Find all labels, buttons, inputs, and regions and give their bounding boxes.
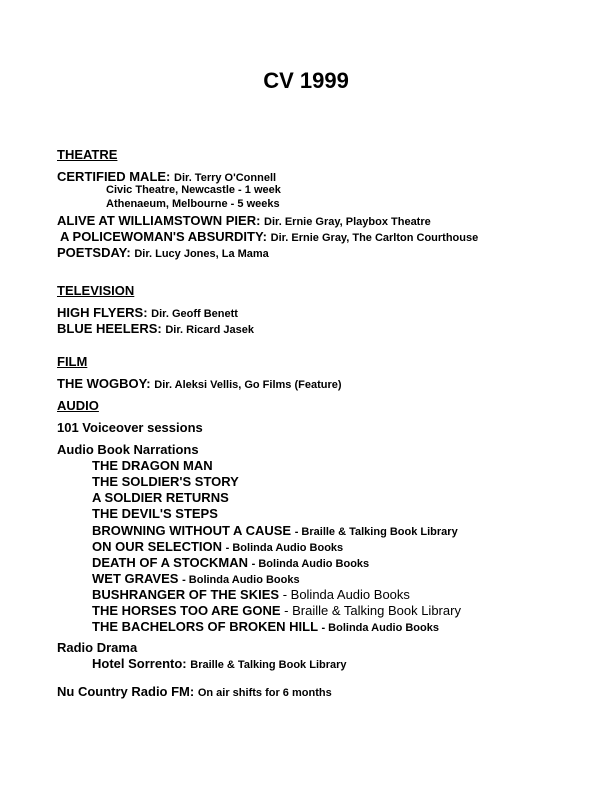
narration-title: ON OUR SELECTION — [92, 539, 223, 554]
credit-high-flyers — [57, 305, 238, 320]
credit-title: Nu Country Radio FM: — [57, 684, 195, 699]
narration-title: THE SOLDIER'S STORY — [92, 474, 239, 489]
section-heading-film: FILM — [57, 354, 88, 369]
credit-title: BLUE HEELERS: — [57, 321, 162, 336]
credit-detail: Dir. Aleksi Vellis, Go Films (Feature) — [154, 379, 342, 391]
narration-title: THE HORSES TOO ARE GONE — [92, 603, 281, 618]
credit-title: THE WOGBOY: — [57, 376, 151, 391]
narration-title: BROWNING WITHOUT A CAUSE — [92, 523, 292, 538]
credit-detail: On air shifts for 6 months — [197, 687, 332, 699]
credit-poetsday — [57, 245, 269, 260]
narration-publisher: - Bolinda Audio Books — [225, 542, 344, 554]
narration-item — [92, 458, 213, 473]
radio-drama-item — [92, 656, 347, 671]
credit-detail: Dir. Ricard Jasek — [165, 324, 255, 336]
credit-venue: Civic Theatre, Newcastle - 1 week — [106, 184, 281, 196]
narration-item — [92, 490, 229, 505]
credit-title: POETSDAY: — [57, 245, 131, 260]
narration-title: DEATH OF A STOCKMAN — [92, 555, 248, 570]
credit-title: A POLICEWOMAN'S ABSURDITY: — [60, 229, 267, 244]
section-heading-theatre: THEATRE — [57, 147, 118, 162]
narration-publisher: - Bolinda Audio Books — [321, 622, 439, 634]
narration-publisher: - Braille & Talking Book Library — [294, 526, 458, 538]
credit-a-policewomans-absurdity — [60, 229, 478, 244]
credit-detail: Dir. Ernie Gray, Playbox Theatre — [264, 216, 431, 228]
narration-item — [92, 587, 410, 602]
narration-title: THE BACHELORS OF BROKEN HILL — [92, 619, 318, 634]
narration-publisher: - Bolinda Audio Books — [251, 558, 370, 570]
narration-publisher: - Bolinda Audio Books — [182, 574, 300, 586]
narration-item — [92, 555, 369, 570]
narration-item — [92, 571, 300, 586]
audio-narrations-heading: Audio Book Narrations — [57, 442, 199, 457]
radio-drama-title: Hotel Sorrento: — [92, 656, 187, 671]
audio-radio-heading: Radio Drama — [57, 640, 138, 655]
narration-item — [92, 506, 218, 521]
credit-title: ALIVE AT WILLIAMSTOWN PIER: — [57, 213, 261, 228]
credit-detail: Dir. Terry O'Connell — [174, 172, 277, 184]
audio-voiceover: 101 Voiceover sessions — [57, 420, 203, 435]
narration-item — [92, 619, 439, 634]
credit-the-wogboy — [57, 376, 342, 391]
credit-detail: Dir. Lucy Jones, La Mama — [134, 248, 269, 260]
credit-certified-male — [57, 169, 276, 184]
narration-item — [92, 603, 461, 618]
narration-title: THE DRAGON MAN — [92, 458, 213, 473]
narration-item — [92, 523, 458, 538]
narration-title: THE DEVIL'S STEPS — [92, 506, 218, 521]
section-heading-television: TELEVISION — [57, 283, 135, 298]
credit-detail: Dir. Geoff Benett — [151, 308, 238, 320]
credit-title: CERTIFIED MALE: — [57, 169, 171, 184]
credit-title: HIGH FLYERS: — [57, 305, 148, 320]
narration-title: BUSHRANGER OF THE SKIES — [92, 587, 280, 602]
narration-item — [92, 539, 343, 554]
credit-venue: Athenaeum, Melbourne - 5 weeks — [106, 198, 280, 210]
radio-drama-detail: Braille & Talking Book Library — [190, 659, 347, 671]
narration-publisher: - Bolinda Audio Books — [282, 587, 410, 602]
page-title: CV 1999 — [263, 68, 349, 93]
credit-alive-at-williamstown-pier — [57, 213, 431, 228]
section-heading-audio: AUDIO — [57, 398, 99, 413]
narration-title: A SOLDIER RETURNS — [92, 490, 229, 505]
narration-item — [92, 474, 239, 489]
credit-nu-country-radio — [57, 684, 332, 699]
credit-detail: Dir. Ernie Gray, The Carlton Courthouse — [270, 232, 479, 244]
narration-title: WET GRAVES — [92, 571, 179, 586]
credit-blue-heelers — [57, 321, 254, 336]
narration-publisher: - Braille & Talking Book Library — [284, 603, 461, 618]
